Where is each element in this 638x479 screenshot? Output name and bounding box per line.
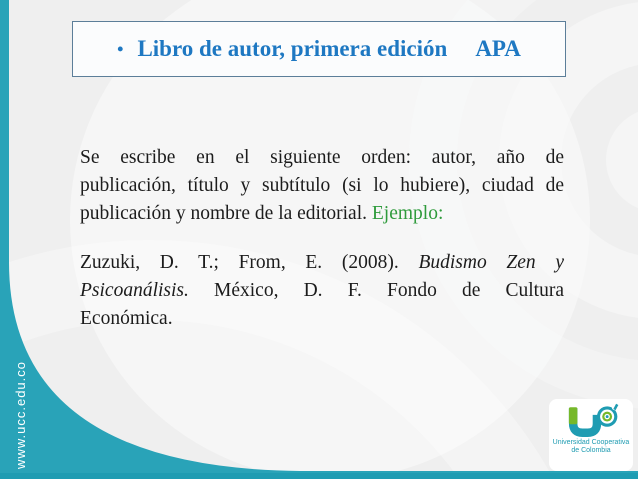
- text-segment-normal: Zuzuki, D. T.; From, E. (2008).: [80, 252, 419, 273]
- text-line: [80, 144, 564, 172]
- teal-bottom-strip: [0, 473, 638, 479]
- text-line: [80, 172, 564, 200]
- text-segment-normal: Se escribe en el siguiente orden: autor, año de: [80, 147, 564, 168]
- text-segment-italic: Psicoanálisis.: [80, 280, 189, 301]
- text-segment-normal: Económica.: [80, 308, 173, 329]
- title-apa-label: APA: [475, 36, 521, 61]
- paragraph: [80, 144, 564, 228]
- paragraph: [80, 249, 564, 333]
- ucc-logo-icon: [562, 403, 620, 437]
- text-line: [80, 305, 564, 333]
- website-watermark-text: www.ucc.edu.co: [13, 361, 28, 469]
- text-segment-normal: México, D. F. Fondo de Cultura: [188, 280, 564, 301]
- logo-caption-line1: Universidad Cooperativa: [552, 439, 630, 446]
- page-title: Libro de autor, primera edición: [137, 36, 448, 61]
- text-segment-green: Ejemplo:: [371, 203, 444, 224]
- text-line: [80, 277, 564, 305]
- ucc-logo: [549, 399, 633, 471]
- text-line: [80, 249, 564, 277]
- logo-caption-line2: de Colombia: [571, 447, 611, 454]
- text-segment-normal: publicación y nombre de la editorial.: [80, 203, 372, 224]
- text-segment-normal: publicación, título y subtítulo (si lo hubiere), ciudad de: [80, 175, 564, 196]
- text-segment-italic: Budismo Zen y: [418, 252, 564, 273]
- title-bullet: •: [117, 39, 124, 59]
- title-box: [72, 21, 566, 77]
- body-text: [80, 144, 564, 354]
- text-line: [80, 200, 564, 228]
